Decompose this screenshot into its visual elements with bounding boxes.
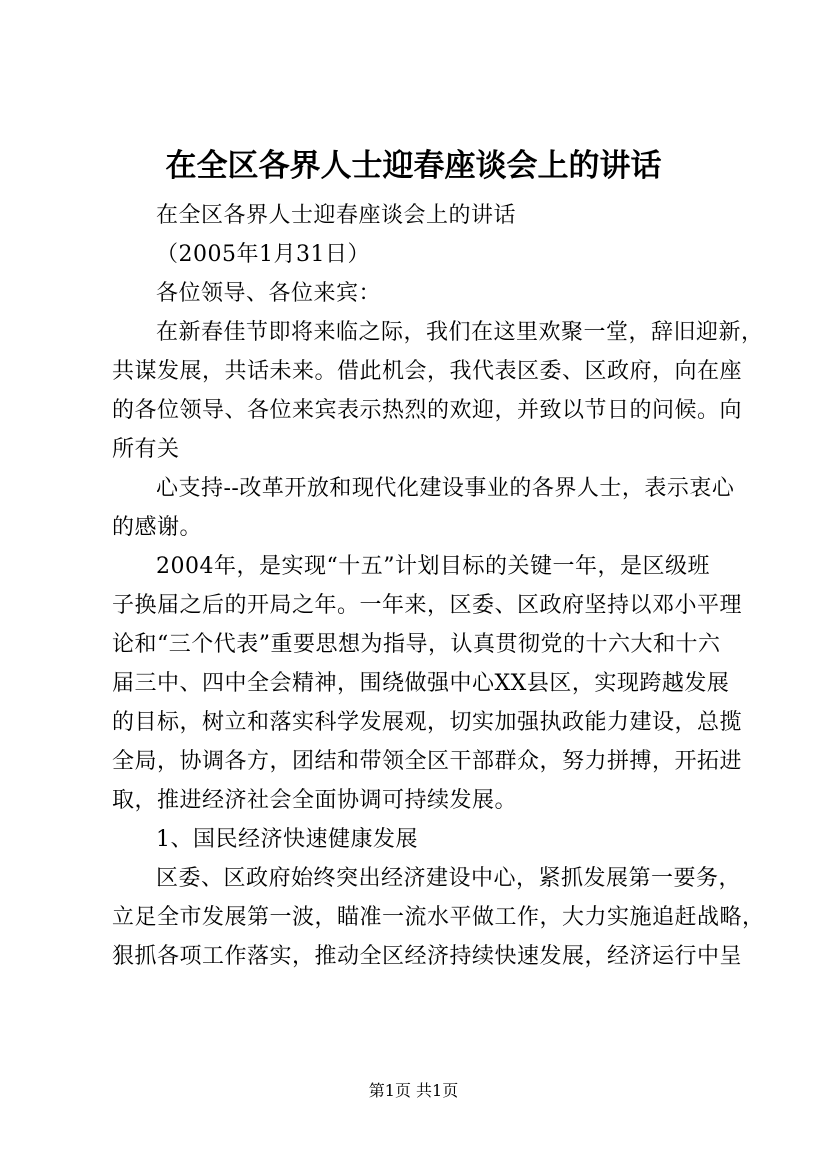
paragraph-line: 立足全市发展第一波，瞄准一流水平做工作，大力实施追赶战略， xyxy=(112,905,765,930)
paragraph-line: 取，推进经济社会全面协调可持续发展。 xyxy=(112,788,518,813)
paragraph-line: 各位领导、各位来宾： xyxy=(156,281,382,306)
paragraph-line: 子换届之后的开局之年。一年来，区委、区政府坚持以邓小平理 xyxy=(112,593,743,618)
paragraph-line: 全局，协调各方，团结和带领全区干部群众，努力拼搏，开拓进 xyxy=(112,749,743,774)
paragraph-line: 区委、区政府始终突出经济建设中心，紧抓发展第一要务， xyxy=(156,866,742,891)
page-footer: 第1页 共1页 xyxy=(368,1081,459,1100)
document-title: 在全区各界人士迎春座谈会上的讲话 xyxy=(165,148,662,184)
paragraph-line: 论和“三个代表”重要思想为指导，认真贯彻党的十六大和十六 xyxy=(112,632,721,657)
document-body xyxy=(112,196,765,976)
paragraph-line: 的目标，树立和落实科学发展观，切实加强执政能力建设，总揽 xyxy=(112,710,743,735)
paragraph-line: 在全区各界人士迎春座谈会上的讲话 xyxy=(156,203,517,228)
paragraph-line: 届三中、四中全会精神，围绕做强中心XX县区，实现跨越发展 xyxy=(112,671,730,696)
paragraph-line: 的各位领导、各位来宾表示热烈的欢迎，并致以节日的问候。向 xyxy=(112,398,743,423)
paragraph-line: （2005年1月31日） xyxy=(156,242,370,267)
section-heading: 1、国民经济快速健康发展 xyxy=(156,827,418,852)
paragraph-line: 所有关 xyxy=(112,437,180,462)
paragraph-line: 在新春佳节即将来临之际，我们在这里欢聚一堂，辞旧迎新， xyxy=(156,320,764,345)
paragraph-line: 的感谢。 xyxy=(112,515,203,540)
paragraph-line: 狠抓各项工作落实，推动全区经济持续快速发展，经济运行中呈 xyxy=(112,944,743,969)
paragraph-line: 共谋发展，共话未来。借此机会，我代表区委、区政府，向在座 xyxy=(112,359,743,384)
paragraph-line: 心支持--改革开放和现代化建设事业的各界人士，表示衷心 xyxy=(156,476,735,501)
paragraph-line: 2004年，是实现“十五”计划目标的关键一年，是区级班 xyxy=(156,554,710,579)
